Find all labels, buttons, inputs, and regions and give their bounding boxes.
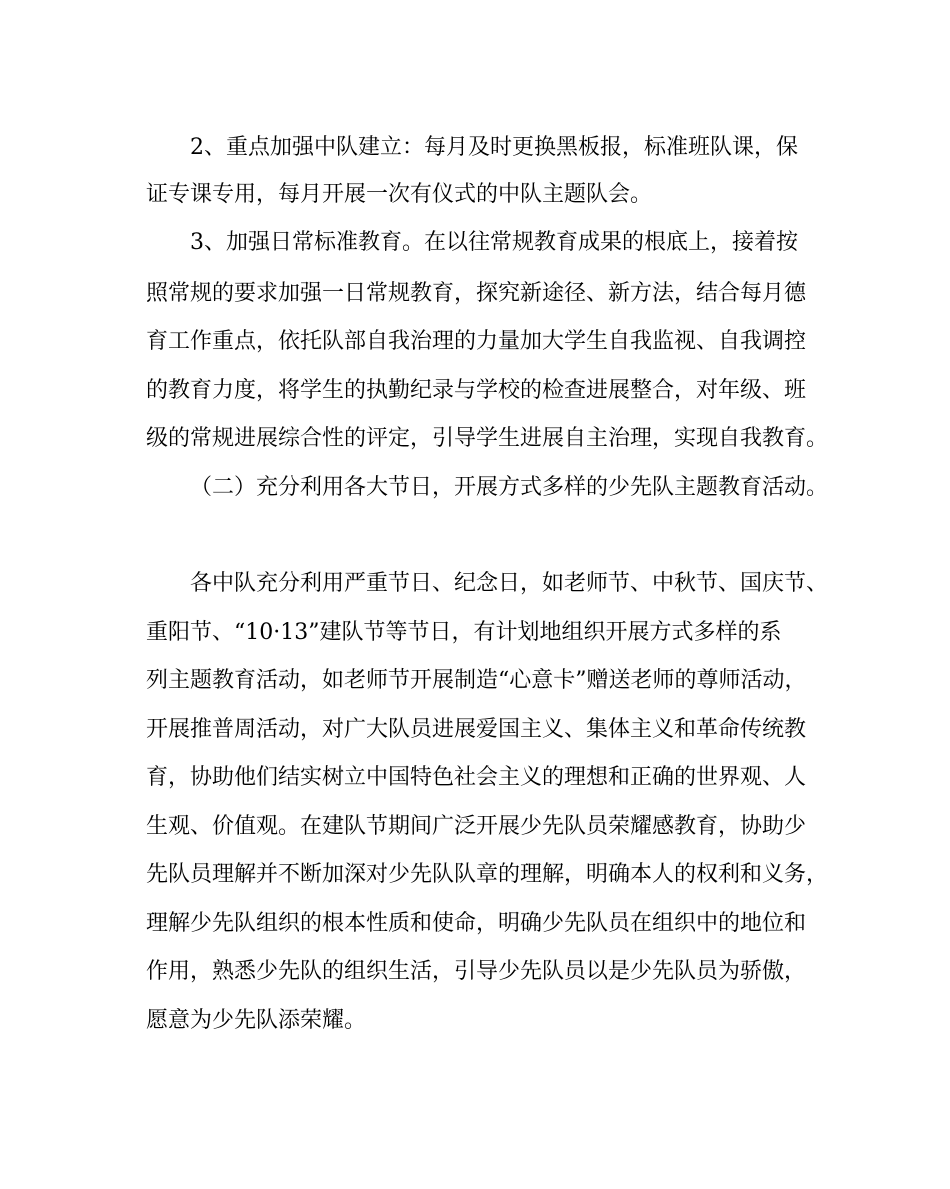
paragraph-4-line-8: 理解少先队组织的根本性质和使命，明确少先队员在组织中的地位和 [146, 911, 807, 936]
section-heading-2: （二）充分利用各大节日，开展方式多样的少先队主题教育活动。 [190, 475, 829, 500]
paragraph-1-line-1: 2、重点加强中队建立：每月及时更换黑板报，标准班队课，保 [190, 135, 798, 160]
paragraph-4-line-4: 开展推普周活动，对广大队员进展爱国主义、集体主义和革命传统教 [146, 717, 807, 742]
paragraph-4-line-9: 作用，熟悉少先队的组织生活，引导少先队员以是少先队员为骄傲， [146, 959, 807, 984]
paragraph-2-line-2: 照常规的要求加强一日常规教育，探究新途径、新方法，结合每月德 [146, 281, 807, 306]
paragraph-2-line-5: 级的常规进展综合性的评定，引导学生进展自主治理，实现自我教育。 [146, 426, 829, 451]
paragraph-2-line-1: 3、加强日常标准教育。在以往常规教育成果的根底上，接着按 [190, 230, 798, 255]
paragraph-4-line-6: 生观、价值观。在建队节期间广泛开展少先队员荣耀感教育，协助少 [146, 814, 807, 839]
paragraph-1-line-2: 证专课专用，每月开展一次有仪式的中队主题队会。 [146, 182, 653, 207]
paragraph-4-line-7: 先队员理解并不断加深对少先队队章的理解，明确本人的权利和义务， [146, 862, 829, 887]
paragraph-4-line-1: 各中队充分利用严重节日、纪念日，如老师节、中秋节、国庆节、 [190, 571, 829, 596]
paragraph-4-line-10: 愿意为少先队添荣耀。 [146, 1008, 367, 1033]
paragraph-4-line-5: 育，协助他们结实树立中国特色社会主义的理想和正确的世界观、人 [146, 765, 807, 790]
paragraph-2-line-4: 的教育力度，将学生的执勤纪录与学校的检查进展整合，对年级、班 [146, 378, 807, 403]
paragraph-4-line-3: 列主题教育活动，如老师节开展制造“心意卡”赠送老师的尊师活动， [146, 668, 807, 693]
paragraph-2-line-3: 育工作重点，依托队部自我治理的力量加大学生自我监视、自我调控 [146, 329, 807, 354]
paragraph-4-line-2: 重阳节、“10·13”建队节等节日，有计划地组织开展方式多样的系 [146, 620, 782, 645]
